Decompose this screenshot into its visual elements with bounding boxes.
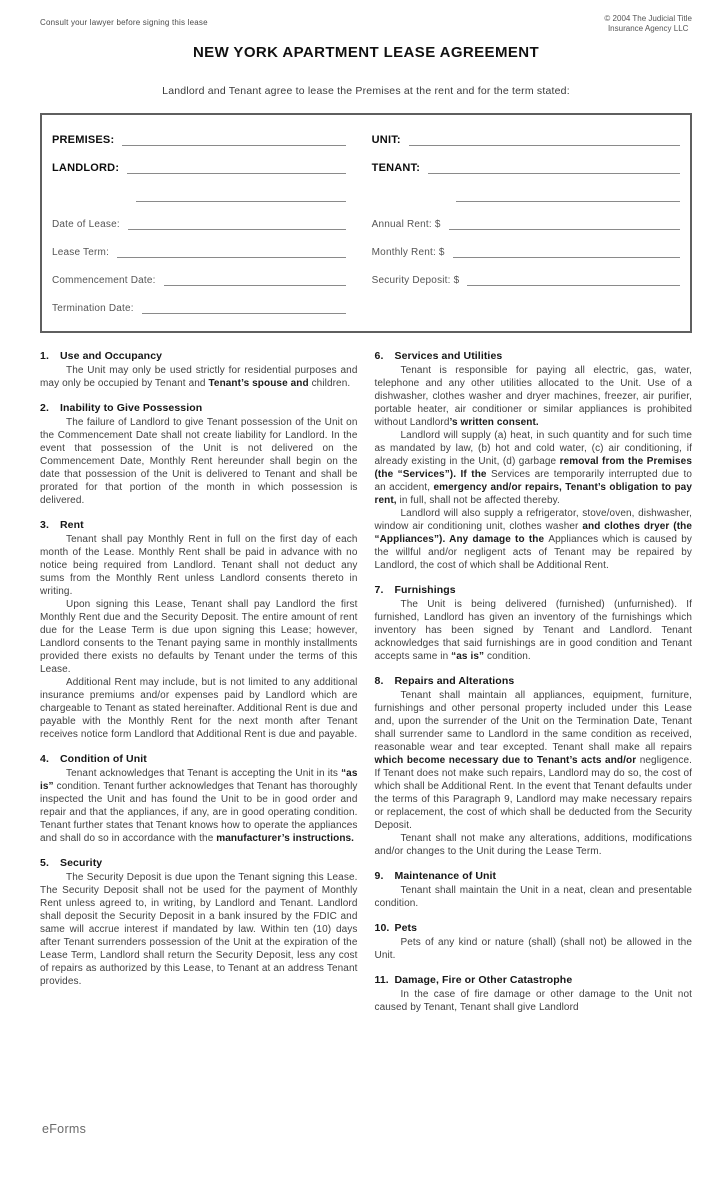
field-label-termination-date: Termination Date: [52,303,134,314]
form-cell [372,297,680,314]
landlord-continued-blank-line[interactable] [136,188,346,202]
section-furnishings [375,584,693,663]
section-heading-security [40,857,358,869]
text-run: The Unit is being delivered (furnished) (unfurnished). If furnished, Landlord has given an inventory of the furnishings which inventory has been signed by Tenant and Landlord. Tenant acknowledges that said furnishings are in good condition and Tenant accepts same in [374,599,692,662]
clauses-column-left [40,350,358,1026]
annual-rent-blank-line[interactable] [449,216,680,230]
text-run: Tenant shall maintain the Unit in a neat, clean and presentable condition. [374,885,692,909]
section-number: 7. [374,584,384,596]
paragraph [375,598,693,663]
text-run: Landlord will supply (a) heat, in such quantity and for such time as mandated by law, (b) hot and cold water, (c) air conditioning, if already existing in the Unit, (d) garbage [374,430,692,467]
monthly-rent-blank-line[interactable] [453,244,680,258]
text-run: Services are temporarily interrupted due to an accident, [374,469,693,493]
field-label-lease-term: Lease Term: [52,247,110,258]
text-run: Tenant shall not make any alterations, additions, modifications and/or changes to the Unit during the Lease Term. [374,833,692,857]
section-number: 11. [374,974,389,986]
bold-text-run: emergency and/or repairs, Tenant’s obligation to pay rent, [374,482,693,506]
section-number: 10. [374,922,390,934]
field-label-date-of-lease: Date of Lease: [52,219,120,230]
paragraph [40,533,358,598]
form-cell [372,213,680,230]
form-cell [52,213,346,230]
paragraph [40,598,358,676]
bold-text-run: removal from the Premises (the “Services”). If the [374,456,692,480]
commencement-date-blank-line[interactable] [164,272,346,286]
text-run: Tenant acknowledges that Tenant is accepting the Unit in its [66,768,342,779]
section-inability-to-give-possession [40,402,358,507]
form-cell [52,241,346,258]
form-row [52,129,680,157]
form-cell [372,241,680,258]
text-run: Appliances which is caused by the willful and/or negligent acts of Tenant may be repaired by Landlord, the cost of which shall be Additional Rent. [374,534,692,571]
form-row [52,157,680,185]
text-run: Upon signing this Lease, Tenant shall pay Landlord the first Monthly Rent due and the Security Deposit. The entire amount of rent due for the Lease Term is due upon signing this Lease; however, Landlord consents to the Tenant paying same in monthly installments provided there exists no defaults by Tenant under the terms of this Lease. [40,599,358,675]
paragraph [40,364,358,390]
form-row [52,185,680,213]
text-run: Tenant is responsible for paying all electric, gas, water, telephone and any other utilities allocated to the Unit. Use of a dishwasher, clothes washer and dryer machines, freezer, air purifier, portable heater, air conditioner or similar appliances is prohibited without Landlord [374,365,692,428]
text-run: The Security Deposit is due upon the Tenant signing this Lease. The Security Deposit shall not be used for the payment of Monthly Rent unless agreed to, in writing, by Landlord and Tenant. Landlord shall deposit the Security Deposit in a bank insured by the FDIC and same will accrue interest if mandated by law. Within ten (10) days after Tenant surrenders possession of the Unit at the expiration of the Lease Term, Landlord shall return the Security Deposit, less any cost of repairs as authorized by this Lease, to Tenant at an address Tenant provides. [40,872,358,987]
section-heading-repairs-and-alterations [375,675,693,687]
text-run: condition. Tenant further acknowledges that Tenant has thoroughly inspected the Unit and has found the Unit to be in good order and repair and that the appliances, if any, are in good operating condition. Tenant further states that Tenant knows how to operate the appliances and shall do so in accordance with the [40,781,358,844]
paragraph [375,364,693,429]
text-run: Tenant shall maintain all appliances, equipment, furniture, furnishings and other personal property included under this Lease and, upon the surrender of the Unit on the Termination Date, Tenant shall surrender same to Landlord in the same condition as received, reasonable wear and tear excepted. Tenant shall make all repairs [374,690,692,753]
paragraph [375,884,693,910]
paragraph [375,936,693,962]
section-heading-damage-fire-or-other-catastrophe [375,974,693,986]
form-row [52,297,680,325]
section-heading-inability-to-give-possession [40,402,358,414]
section-condition-of-unit [40,753,358,845]
section-number: 2. [40,402,49,414]
section-heading-condition-of-unit [40,753,358,765]
paragraph [40,676,358,741]
copyright-line-1: © 2004 The Judicial Title [604,14,692,23]
section-title: Use and Occupancy [60,350,163,362]
text-run: children. [308,378,351,389]
paragraph [375,507,693,572]
eforms-logo: eForms [42,1122,87,1136]
section-title: Furnishings [394,584,456,596]
section-title: Rent [60,519,84,531]
bold-text-run: and clothes dryer (the “Appliances”). Any damage to the [374,521,692,545]
security-deposit-blank-line[interactable] [467,272,680,286]
clauses-column-right [375,350,693,1026]
text-run: Landlord will also supply a refrigerator, stove/oven, dishwasher, window air conditioning unit, clothes washer [374,508,692,532]
section-title: Repairs and Alterations [394,675,515,687]
field-label-annual-rent: Annual Rent: $ [371,219,441,230]
section-heading-maintenance-of-unit [375,870,693,882]
form-cell [372,129,680,146]
section-heading-use-and-occupancy [40,350,358,362]
field-label-tenant: TENANT: [371,162,421,174]
landlord-blank-line[interactable] [127,160,345,174]
copyright-line-2: Insurance Agency LLC [607,24,689,33]
date-of-lease-blank-line[interactable] [128,216,346,230]
form-cell [372,157,680,174]
field-label-landlord: LANDLORD: [52,162,120,174]
section-use-and-occupancy [40,350,358,390]
form-row [52,269,680,297]
lawyer-disclaimer: Consult your lawyer before signing this lease [40,18,208,27]
form-cell [52,157,346,174]
section-heading-services-and-utilities [375,350,693,362]
lease-clauses [40,350,692,1026]
form-cell [372,269,680,286]
form-row [52,213,680,241]
field-label-commencement-date: Commencement Date: [52,275,156,286]
section-pets [375,922,693,962]
form-row [52,241,680,269]
page-title: NEW YORK APARTMENT LEASE AGREEMENT [192,44,540,61]
section-number: 6. [374,350,384,362]
section-title: Damage, Fire or Other Catastrophe [394,974,573,986]
paragraph [40,416,358,507]
paragraph [40,767,358,845]
section-number: 3. [40,519,49,531]
premises-blank-line[interactable] [122,132,345,146]
lease-summary-box [40,113,692,333]
form-cell [52,185,346,202]
text-run: In the case of fire damage or other damage to the Unit not caused by Tenant, Tenant shall give Landlord [374,989,692,1013]
section-title: Maintenance of Unit [394,870,497,882]
section-number: 4. [40,753,49,765]
field-label-premises: PREMISES: [52,134,115,146]
section-number: 5. [40,857,49,869]
section-services-and-utilities [375,350,693,572]
termination-date-blank-line[interactable] [142,300,346,314]
section-title: Security [60,857,103,869]
text-run: Additional Rent may include, but is not limited to any additional insurance premiums and/or expenses paid by Landlord which are chargeable to Tenant as stated hereinafter. Additional Rent is due and payable with the Monthly Rent for the next month after Tenant receives notice form Landlord that Additional Rent is due and payable. [40,677,358,740]
bold-text-run: which become necessary due to Tenant’s acts and/or [374,755,640,766]
section-repairs-and-alterations [375,675,693,858]
form-cell [372,185,680,202]
field-label-unit: UNIT: [371,134,401,146]
section-damage-fire-or-other-catastrophe [375,974,693,1014]
text-run: The Unit may only be used strictly for residential purposes and may only be occupied by Tenant and [40,365,358,389]
paragraph [375,689,693,832]
document-top-row [40,14,692,34]
section-heading-pets [375,922,693,934]
bold-text-run: Tenant’s spouse and [208,378,309,389]
field-label-monthly-rent: Monthly Rent: $ [371,247,445,258]
unit-blank-line[interactable] [409,132,680,146]
paragraph [375,988,693,1014]
section-number: 8. [374,675,384,687]
section-title: Condition of Unit [60,753,147,765]
tenant-blank-line[interactable] [428,160,680,174]
paragraph [375,832,693,858]
section-heading-rent [40,519,358,531]
text-run: Pets of any kind or nature (shall) (shall not) be allowed in the Unit. [374,937,692,961]
text-run: negligence. If Tenant does not make such repairs, Landlord may do so, the cost of which shall be Additional Rent. In the event that Tenant defaults under the terms of this Paragraph 9, Landlord may make necessary repairs or replacement, the cost of which shall be deducted from the Security Deposit. [374,755,692,831]
section-maintenance-of-unit [375,870,693,910]
section-title: Services and Utilities [394,350,503,362]
section-title: Inability to Give Possession [60,402,203,414]
section-security [40,857,358,988]
text-run: in full, shall not be affected thereby. [396,495,560,506]
section-heading-furnishings [375,584,693,596]
text-run: The failure of Landlord to give Tenant possession of the Unit on the Commencement Date shall not create liability for Landlord. In the event that possession of the Unit is not delivered on the Commencement Date, Monthly Rent hereunder shall begin on the date that possession of the Unit is delivered to Tenant and shall be prorated for that portion of the month in which possession is delivered. [40,417,358,506]
page-subtitle: Landlord and Tenant agree to lease the Premises at the rent and for the term stated: [162,85,570,97]
field-label-security-deposit: Security Deposit: $ [371,275,460,286]
paragraph [375,429,693,507]
bold-text-run: ’s written consent. [449,417,539,428]
paragraph [40,871,358,988]
text-run: condition. [484,651,531,662]
section-number: 9. [374,870,384,882]
bold-text-run: manufacturer’s instructions. [216,833,355,844]
section-title: Pets [394,922,418,934]
tenant-continued-blank-line[interactable] [456,188,680,202]
section-rent [40,519,358,741]
form-cell [52,297,346,314]
bold-text-run: “as is” [40,768,358,792]
section-number: 1. [40,350,49,362]
form-cell [52,269,346,286]
text-run: Tenant shall pay Monthly Rent in full on the first day of each month of the Lease. Monthly Rent shall be paid in advance with no notice being required from Landlord. Tenant shall not deduct any sums from the Monthly Rent unless Landlord consents thereto in writing. [40,534,358,597]
lease-term-blank-line[interactable] [117,244,346,258]
copyright-notice [604,14,692,34]
form-cell [52,129,346,146]
bold-text-run: “as is” [451,651,485,662]
